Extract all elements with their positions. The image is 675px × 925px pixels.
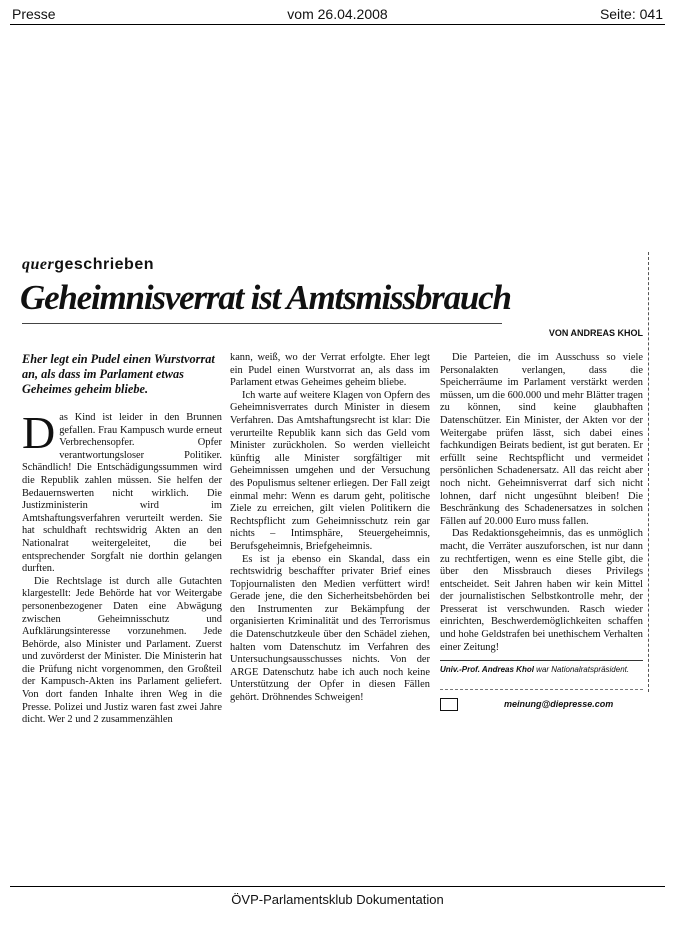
contact <box>440 689 643 711</box>
kicker-italic: quer <box>22 256 55 273</box>
author-role: war Nationalratspräsident. <box>533 665 630 675</box>
paragraph: Die Rechtslage ist durch alle Gutachten klargestellt: Jede Behörde hat vor Weitergabe personenbezogener Daten eine Abwägung zwischen Geheimnisschutz und Aufklärungsinteresse vorzunehmen. Jede Behörde, also Minister und Parlament. Zuerst und zuvörderst der Minister. Die Ministerin hat die Prüfung nicht vorgenommen, den Großteil der Kampusch-Akten ins Parlament geliefert. Von dort fanden Inhalte ihren Weg in die Presse. Polizei und Justiz waren fast zwei Jahre dicht. Wer 2 und 2 zusammenzählen <box>22 575 222 726</box>
column-1 <box>22 352 222 726</box>
article-title: Geheimnisverrat ist Amtsmissbrauch <box>20 278 511 317</box>
footer-rule <box>10 886 665 887</box>
issue-date: vom 26.04.2008 <box>287 6 388 22</box>
drop-cap: D <box>22 407 56 458</box>
column-3 <box>440 352 643 711</box>
paragraph: Es ist ja ebenso ein Skandal, dass ein rechtswidrig beschaffter privater Brief eines Topjournalisten den Medien verfüttert wird! Gerade jene, die den Sicherheitsbehörden bei den Instrumenten zur Bekämpfung der organisierten Kriminalität und des Terrorismus die Datenschutzkeule über den Schädel ziehen, halten vom Datenschutz im Verfahren des Untersuchungsausschusses nichts. Von der ARGE Datenschutz habe ich auch noch keine Unterstützung der Opfer in diesen Fällen gehört. Dröhnendes Schweigen! <box>230 553 430 704</box>
paragraph: Die Parteien, die im Ausschuss so viele Personalakten verlangen, dass die Speicherräume im Parlament verstärkt werden müssen, um die 600.000 und mehr Blätter tragen zu können, sind keine glaubhaften Datenschützer. Ein Minister, der Akten vor der Weitergabe prüfen lässt, sich dabei eines fachkundigen Beirats bedient, ist gut beraten. Er erfüllt seine Rechtspflicht und vermeidet persönlichen Schadenersatz. All das reicht aber noch nicht. Geheimnisverrat darf sich nicht lohnen, darf nicht ungesühnt bleiben! Die Beschränkung des Schadenersatzes in solchen Fällen auf 20.000 Euro muss fallen. <box>440 352 643 527</box>
column-divider <box>648 252 649 692</box>
byline: VON ANDREAS KHOL <box>548 328 643 338</box>
paragraph: Das Redaktionsgeheimnis, das es unmöglich macht, die Verräter auszuforschen, ist nur dann zu rechtfertigen, wenn es eine Stelle gibt, die über den Missbrauch dieses Privilegs entscheidet. Seit Jahren haben wir kein Mittel der journalistischen Selbstkontrolle mehr, der Presserat ist verschwunden. Rasch wieder einrichten, Beschwerdemöglichkeiten schaffen und hohe Geldstrafen bei unethischem Verhalten einer Zeitung! <box>440 528 643 653</box>
title-rule <box>22 323 502 324</box>
author-note <box>440 660 643 677</box>
kicker-bold: geschrieben <box>54 256 154 273</box>
paragraph: Das Kind ist leider in den Brunnen gefallen. Frau Kampusch wurde erneut Verbrechensopfer. Opfer verantwortungsloser Politiker. Schändlich! Die Entschädigungssummen wird die Republik zahlen müssen. Sie helfen der Bedauernswerten nicht wirklich. Die Justizministerin wird im Amtshaftungsverfahren verurteilt werden. Sie hat schuldhaft rechtswidrig Akten an den Nationalrat weitergeleitet, die bei entsprechender Sorgfalt nie dorthin gelangen durften. <box>22 407 222 575</box>
source-name: Presse <box>12 6 56 22</box>
author-name: Univ.-Prof. Andreas Khol <box>440 665 534 675</box>
footer-text: ÖVP-Parlamentsklub Dokumentation <box>231 892 444 907</box>
page-number: Seite: 041 <box>599 6 663 22</box>
lead-text: Eher legt ein Pudel einen Wurstvorrat an, als dass im Parlament etwas Geheimes geheim bliebe. <box>22 352 215 396</box>
contact-email[interactable]: meinung@diepresse.com <box>504 699 614 710</box>
paragraph-continued: kann, weiß, wo der Verrat erfolgte. Eher legt ein Pudel einen Wurstvorrat an, als dass im Parlament etwas Geheimes geheim bliebe. <box>230 352 430 389</box>
page-header <box>10 4 665 25</box>
column-2 <box>230 352 430 705</box>
paragraph: Ich warte auf weitere Klagen von Opfern des Geheimnisverrates durch Minister in diesem Verfahren. Das Amtshaftungsrecht ist klar: Die verurteilte Republik kann sich das Geld vom Minister zurückholen. So werden vielleicht künftig alle Minister sorgfältiger mit Geheimnissen umgehen und der Versuchung des Populismus seltener erliegen. Der Fall zeigt einmal mehr: Wenn es darum geht, politische Ziele zu erreichen, gilt vielen Politikern die Rechtspflicht zum Geheimnisschutz rein gar nichts – Intimsphäre, Steuergeheimnis, Berufsgeheimnis, Briefgeheimnis. <box>230 389 430 552</box>
envelope-icon <box>440 698 458 711</box>
column-kicker <box>22 256 154 274</box>
